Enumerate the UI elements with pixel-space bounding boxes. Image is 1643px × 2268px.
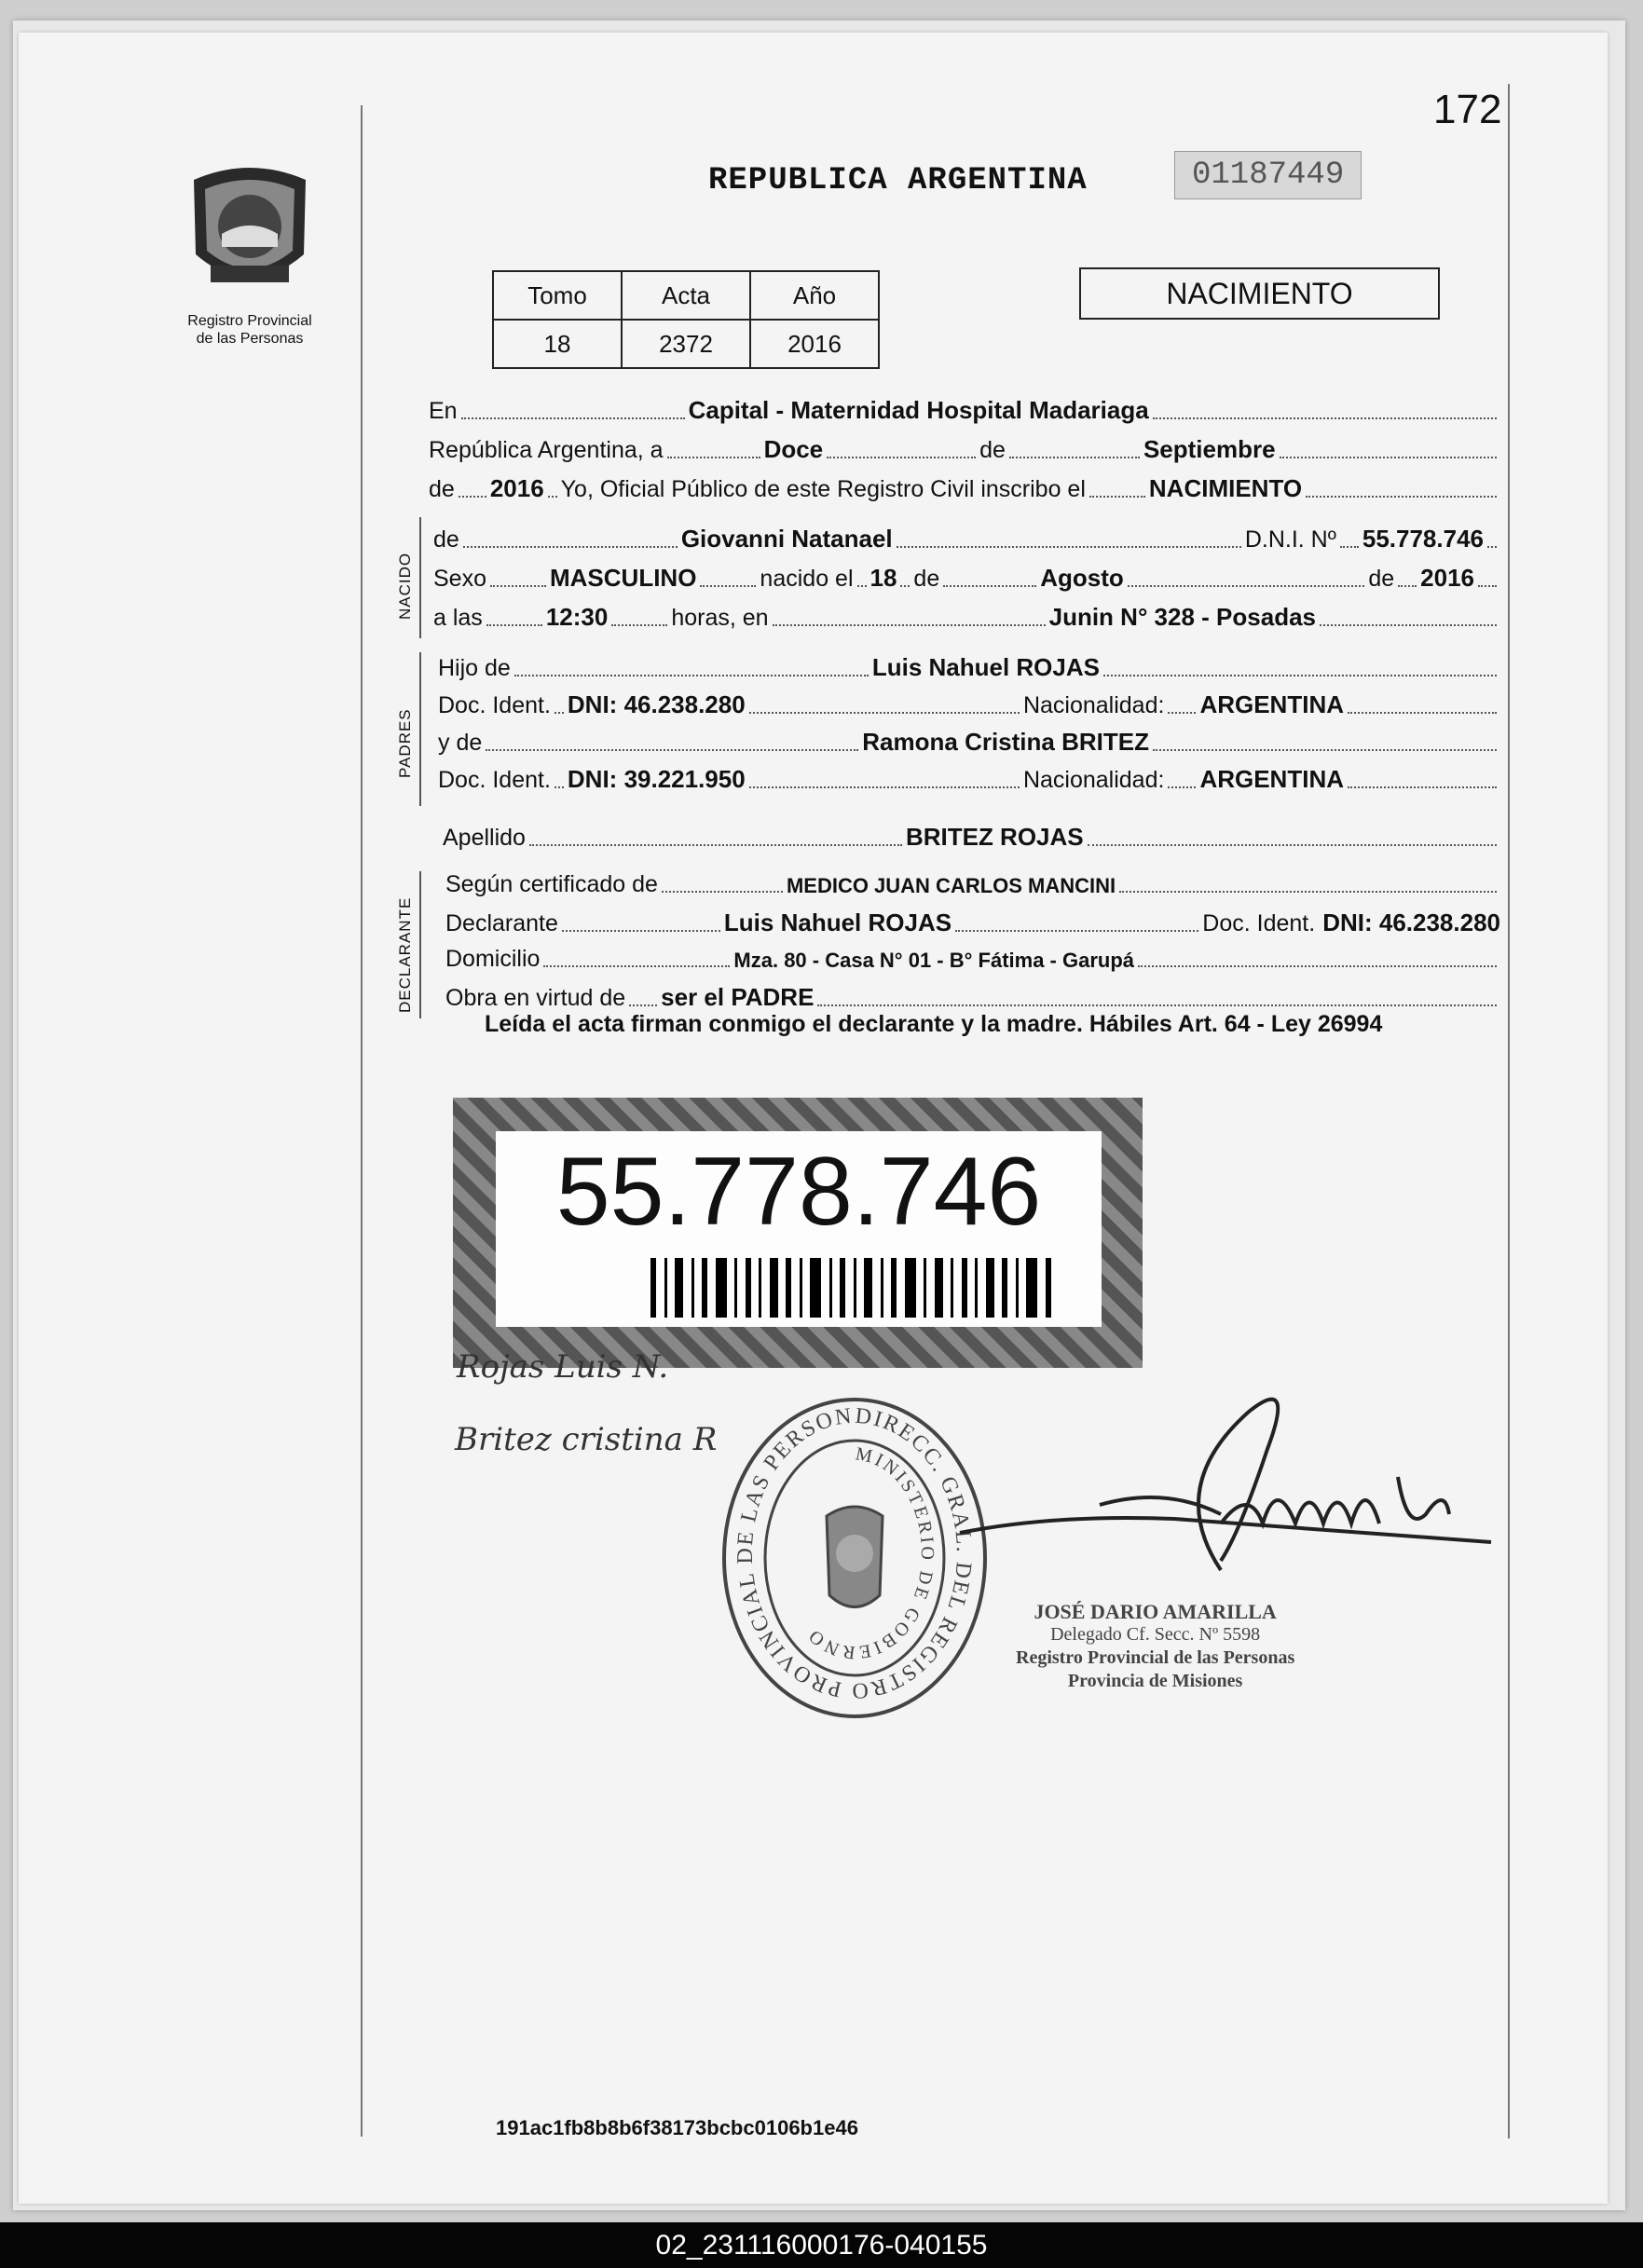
label-dni-no: D.N.I. Nº: [1244, 526, 1336, 553]
label-segun: Según certificado de: [445, 871, 658, 897]
barcode-bar: [854, 1258, 856, 1318]
value-apellido: BRITEZ ROJAS: [905, 823, 1084, 851]
serial-number: 01187449: [1174, 151, 1362, 199]
officer-role: Delegado Cf. Secc. Nº 5598: [1050, 1624, 1261, 1645]
section-declarante: DECLARANTE: [396, 896, 414, 1013]
document-sheet: [19, 33, 1608, 2204]
row-nombre: [433, 525, 1500, 553]
value-dni: 55.778.746: [1362, 525, 1484, 553]
record-table-values: [493, 320, 879, 368]
row-anio: [429, 474, 1500, 503]
signature-scrawl-icon: [941, 1374, 1500, 1617]
label-apellido: Apellido: [443, 825, 526, 851]
label-declarante: Declarante: [445, 910, 558, 936]
barcode-bar: [716, 1258, 727, 1318]
seal-inner-text: MINISTERIO DE GOBIERNO: [802, 1443, 938, 1663]
barcode-bar: [810, 1258, 821, 1318]
barcode-bar: [935, 1258, 943, 1318]
barcode-bar: [975, 1258, 978, 1318]
barcode-bar: [746, 1258, 751, 1318]
label-inscribe: Yo, Oficial Público de este Registro Civil inscribo el: [560, 476, 1086, 502]
value-padre-nac: ARGENTINA: [1199, 690, 1344, 718]
section-nacido: NACIDO: [396, 552, 414, 620]
barcode-bar: [664, 1258, 667, 1318]
dni-stamp-label: [496, 1131, 1102, 1327]
value-padre-doc: DNI: 46.238.280: [567, 690, 746, 718]
record-table-header: [493, 271, 879, 320]
value-padre: Luis Nahuel ROJAS: [871, 653, 1100, 681]
label-de-nombre: de: [433, 526, 459, 553]
label-de-mes: de: [979, 437, 1006, 463]
signature-mother: Britez cristina R: [455, 1421, 718, 1458]
value-hora: 12:30: [545, 603, 609, 631]
label-madre-nac: Nacionalidad:: [1022, 767, 1165, 793]
header-tomo: Tomo: [493, 271, 622, 320]
row-padre: [438, 653, 1500, 682]
row-lugar: [429, 396, 1500, 425]
barcode-bar: [650, 1258, 656, 1318]
value-sexo: MASCULINO: [549, 564, 697, 592]
label-nacido-el: nacido el: [760, 566, 854, 592]
label-de-anio: de: [429, 476, 455, 502]
label-obra: Obra en virtud de: [445, 985, 626, 1011]
label-en: En: [429, 398, 458, 424]
barcode: [650, 1258, 1051, 1318]
value-lugar-nac: Junin N° 328 - Posadas: [1048, 603, 1316, 631]
value-obra: ser el PADRE: [661, 983, 815, 1011]
footer-id-bar: 02_231116000176-040155: [0, 2222, 1643, 2268]
value-nac-dia: 18: [869, 564, 897, 592]
label-padre-doc: Doc. Ident.: [438, 692, 551, 718]
right-margin-line: [1508, 84, 1510, 2138]
label-domicilio: Domicilio: [445, 946, 541, 972]
value-anio: 2016: [489, 474, 544, 502]
label-republica: República Argentina, a: [429, 437, 664, 463]
barcode-bar: [891, 1258, 897, 1318]
dni-stamp-number: 55.778.746: [555, 1138, 1042, 1246]
barcode-bar: [924, 1258, 926, 1318]
row-madre: [438, 728, 1500, 757]
dni-stamp: [453, 1098, 1143, 1368]
officer-block: [1016, 1600, 1294, 1693]
closing-text: Leída el acta firman conmigo el declarante y la madre. Hábiles Art. 64 - Ley 26994: [485, 1011, 1383, 1037]
row-hora: [433, 603, 1500, 632]
value-acto: NACIMIENTO: [1148, 474, 1303, 502]
officer-office: Registro Provincial de las Personas: [1016, 1647, 1295, 1668]
row-certificado: [445, 871, 1500, 898]
value-domicilio: Mza. 80 - Casa N° 01 - B° Fátima - Garupá: [733, 949, 1135, 972]
barcode-bar: [840, 1258, 845, 1318]
officer-signature: [941, 1374, 1500, 1621]
signature-father: Rojas Luis N.: [457, 1348, 669, 1386]
document-hash: 191ac1fb8b8b6f38173bcbc0106b1e46: [496, 2116, 858, 2139]
row-sexo: [433, 564, 1500, 593]
logo-caption: [166, 312, 334, 348]
value-declarante: Luis Nahuel ROJAS: [723, 909, 952, 936]
value-madre-doc: DNI: 39.221.950: [567, 765, 746, 793]
barcode-bar: [1002, 1258, 1007, 1318]
section-padres: PADRES: [396, 708, 414, 778]
value-acta: 2372: [622, 320, 750, 368]
label-y-de: y de: [438, 730, 483, 756]
misiones-shield-icon: [185, 161, 315, 299]
row-fecha: [429, 435, 1500, 464]
page-number: 172: [1433, 87, 1502, 132]
barcode-bar: [864, 1258, 872, 1318]
value-certificado: MEDICO JUAN CARLOS MANCINI: [786, 874, 1116, 897]
value-nac-anio: 2016: [1420, 564, 1474, 592]
barcode-bar: [962, 1258, 967, 1318]
header-acta: Acta: [622, 271, 750, 320]
barcode-bar: [951, 1258, 953, 1318]
value-nombre: Giovanni Natanael: [680, 525, 893, 553]
label-horas-en: horas, en: [671, 605, 769, 631]
header-anio: Año: [750, 271, 879, 320]
barcode-bar: [1016, 1258, 1019, 1318]
barcode-bar: [829, 1258, 832, 1318]
row-domicilio: [445, 946, 1500, 973]
label-madre-doc: Doc. Ident.: [438, 767, 551, 793]
label-sexo: Sexo: [433, 566, 486, 592]
row-declarante: [445, 909, 1500, 937]
barcode-bar: [881, 1258, 883, 1318]
value-dia: Doce: [763, 435, 824, 463]
left-margin-line: [361, 105, 363, 2137]
value-tomo: 18: [493, 320, 622, 368]
document-title: REPUBLICA ARGENTINA: [708, 163, 1088, 198]
row-madre-doc: [438, 765, 1500, 794]
barcode-bar: [702, 1258, 707, 1318]
barcode-bar: [734, 1258, 737, 1318]
value-anio: 2016: [750, 320, 879, 368]
barcode-bar: [800, 1258, 802, 1318]
barcode-bar: [691, 1258, 694, 1318]
act-type-box: NACIMIENTO: [1079, 267, 1440, 320]
value-declarante-doc: DNI: 46.238.280: [1322, 909, 1500, 936]
province-logo: [185, 161, 315, 304]
value-madre-nac: ARGENTINA: [1199, 765, 1344, 793]
label-de-nac-anio: de: [1368, 566, 1395, 592]
value-madre: Ramona Cristina BRITEZ: [862, 728, 1149, 756]
value-nac-mes: Agosto: [1040, 564, 1124, 592]
barcode-bar: [1026, 1258, 1037, 1318]
label-padre-nac: Nacionalidad:: [1022, 692, 1165, 718]
value-mes: Septiembre: [1143, 435, 1276, 463]
row-apellido: [443, 823, 1500, 852]
row-padre-doc: [438, 690, 1500, 719]
record-table: [492, 270, 880, 369]
barcode-bar: [905, 1258, 916, 1318]
logo-caption-line1: Registro Provincial: [187, 313, 312, 329]
seal-ring-text: DIRECC. GRAL. DEL REGISTRO PROVINCIAL DE LAS PERSON: [733, 1403, 976, 1703]
officer-name: JOSÉ DARIO AMARILLA: [1034, 1600, 1277, 1623]
value-lugar: Capital - Maternidad Hospital Madariaga: [688, 396, 1149, 424]
officer-province: Provincia de Misiones: [1067, 1671, 1243, 1691]
barcode-bar: [675, 1258, 683, 1318]
barcode-bar: [1046, 1258, 1051, 1318]
barcode-bar: [759, 1258, 761, 1318]
barcode-bar: [986, 1258, 994, 1318]
barcode-bar: [770, 1258, 778, 1318]
label-de-nac-mes: de: [913, 566, 940, 592]
row-obra: [445, 983, 1500, 1012]
label-declarante-doc: Doc. Ident.: [1202, 910, 1316, 936]
label-hijo-de: Hijo de: [438, 655, 511, 681]
barcode-bar: [786, 1258, 791, 1318]
logo-caption-line2: de las Personas: [196, 331, 304, 347]
label-a-las: a las: [433, 605, 483, 631]
